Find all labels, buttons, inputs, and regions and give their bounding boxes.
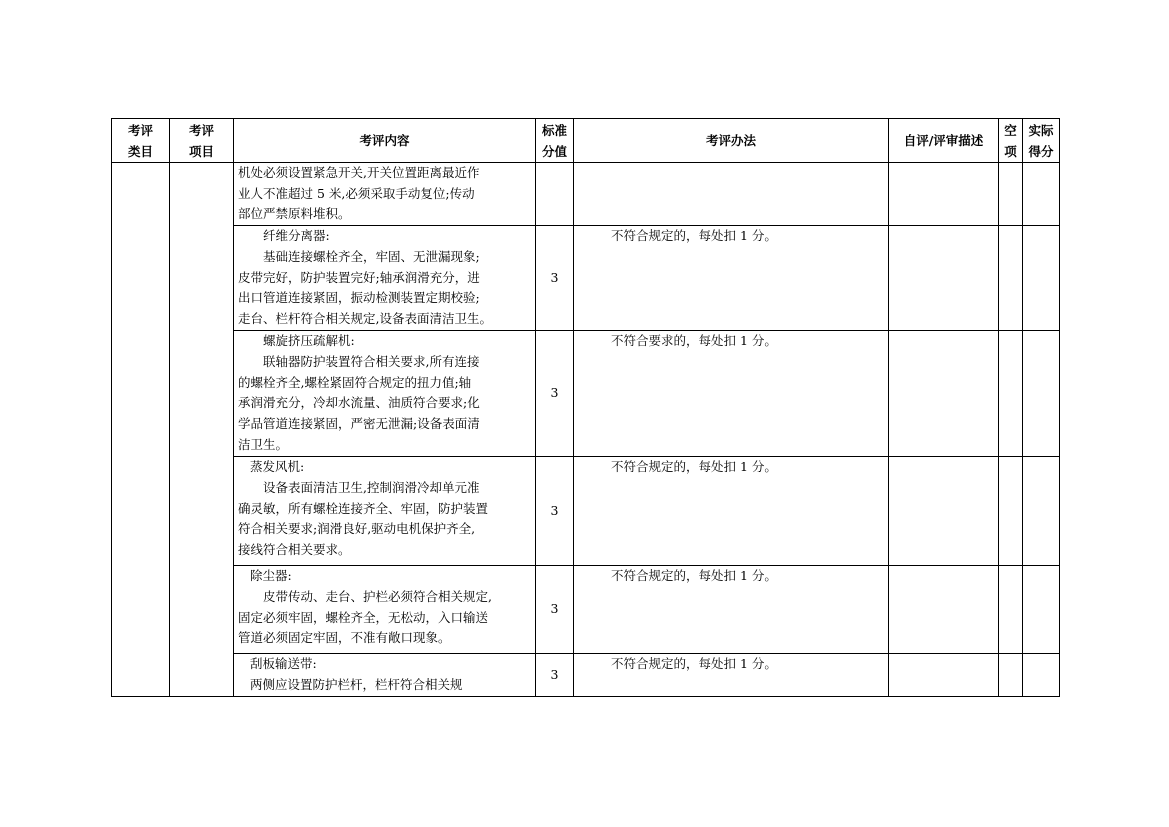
table-header-row bbox=[112, 119, 1060, 163]
actual-score-cell bbox=[1023, 566, 1060, 654]
header-actual-score: 实际 得分 bbox=[1023, 119, 1060, 163]
content-line: 确灵敏，所有螺栓连接齐全、牢固，防护装置 bbox=[238, 500, 489, 516]
method-cell bbox=[574, 163, 889, 226]
self-eval-cell bbox=[889, 654, 999, 697]
header-content: 考评内容 bbox=[234, 119, 536, 163]
header-item: 考评 项目 bbox=[170, 119, 234, 163]
empty-cell bbox=[999, 457, 1023, 566]
method-cell: 不符合规定的，每处扣 1 分。 bbox=[574, 226, 889, 331]
content-line: 两侧应设置防护栏杆，栏杆符合相关规 bbox=[250, 676, 463, 692]
header-self-eval: 自评/评审描述 bbox=[889, 119, 999, 163]
content-cell bbox=[234, 457, 536, 566]
actual-score-cell bbox=[1023, 331, 1060, 457]
table-row bbox=[112, 163, 1060, 226]
empty-cell bbox=[999, 331, 1023, 457]
content-line: 管道必须固定牢固，不准有敞口现象。 bbox=[238, 630, 451, 646]
content-line: 部位严禁原料堆积。 bbox=[238, 206, 351, 222]
item-cell bbox=[170, 163, 234, 697]
empty-cell bbox=[999, 163, 1023, 226]
actual-score-cell bbox=[1023, 163, 1060, 226]
header-method: 考评办法 bbox=[574, 119, 889, 163]
content-cell bbox=[234, 331, 536, 457]
content-heading: 刮板输送带: bbox=[250, 656, 317, 672]
content-cell bbox=[234, 566, 536, 654]
content-line: 走台、栏杆符合相关规定,设备表面清洁卫生。 bbox=[238, 310, 492, 326]
content-cell bbox=[234, 163, 536, 226]
method-cell: 不符合规定的，每处扣 1 分。 bbox=[574, 566, 889, 654]
content-line: 皮带传动、走台、护栏必须符合相关规定, bbox=[263, 588, 492, 604]
content-heading: 螺旋挤压疏解机: bbox=[263, 333, 355, 349]
table-row bbox=[112, 457, 1060, 566]
method-cell: 不符合规定的，每处扣 1 分。 bbox=[574, 457, 889, 566]
content-line: 联轴器防护装置符合相关要求,所有连接 bbox=[263, 353, 480, 369]
header-score: 标准 分值 bbox=[536, 119, 574, 163]
method-cell: 不符合要求的，每处扣 1 分。 bbox=[574, 331, 889, 457]
empty-cell bbox=[999, 226, 1023, 331]
method-cell: 不符合规定的，每处扣 1 分。 bbox=[574, 654, 889, 697]
score-cell: 3 bbox=[536, 654, 574, 697]
empty-cell bbox=[999, 566, 1023, 654]
content-line: 承润滑充分，冷却水流量、油质符合要求;化 bbox=[238, 395, 480, 411]
content-line: 皮带完好，防护装置完好;轴承润滑充分，进 bbox=[238, 269, 480, 285]
content-heading: 除尘器: bbox=[250, 568, 292, 584]
self-eval-cell bbox=[889, 226, 999, 331]
self-eval-cell bbox=[889, 331, 999, 457]
content-heading: 纤维分离器: bbox=[263, 228, 330, 244]
self-eval-cell bbox=[889, 163, 999, 226]
self-eval-cell bbox=[889, 457, 999, 566]
content-line: 接线符合相关要求。 bbox=[238, 541, 351, 557]
score-cell: 3 bbox=[536, 566, 574, 654]
content-line: 的螺栓齐全,螺栓紧固符合规定的扭力值;轴 bbox=[238, 374, 472, 390]
header-category: 考评 类目 bbox=[112, 119, 170, 163]
content-line: 业人不准超过 5 米,必须采取手动复位;传动 bbox=[238, 185, 475, 201]
self-eval-cell bbox=[889, 566, 999, 654]
content-line: 基础连接螺栓齐全，牢固、无泄漏现象; bbox=[263, 248, 480, 264]
score-cell: 3 bbox=[536, 457, 574, 566]
evaluation-table bbox=[111, 118, 1060, 697]
actual-score-cell bbox=[1023, 226, 1060, 331]
actual-score-cell bbox=[1023, 654, 1060, 697]
score-cell: 3 bbox=[536, 226, 574, 331]
score-cell: 3 bbox=[536, 331, 574, 457]
content-line: 出口管道连接紧固，振动检测装置定期校验; bbox=[238, 290, 480, 306]
content-line: 机处必须设置紧急开关,开关位置距离最近作 bbox=[238, 165, 480, 180]
table-row bbox=[112, 566, 1060, 654]
score-cell bbox=[536, 163, 574, 226]
header-empty: 空 项 bbox=[999, 119, 1023, 163]
content-cell bbox=[234, 654, 536, 697]
content-cell bbox=[234, 226, 536, 331]
content-line: 符合相关要求;润滑良好,驱动电机保护齐全, bbox=[238, 521, 476, 537]
content-line: 设备表面清洁卫生,控制润滑冷却单元准 bbox=[263, 479, 480, 495]
content-heading: 蒸发风机: bbox=[250, 459, 305, 475]
table-row bbox=[112, 654, 1060, 697]
content-line: 学品管道连接紧固，严密无泄漏;设备表面清 bbox=[238, 415, 480, 431]
table-row bbox=[112, 226, 1060, 331]
empty-cell bbox=[999, 654, 1023, 697]
category-cell bbox=[112, 163, 170, 697]
content-line: 洁卫生。 bbox=[238, 436, 289, 452]
table-row bbox=[112, 331, 1060, 457]
actual-score-cell bbox=[1023, 457, 1060, 566]
content-line: 固定必须牢固，螺栓齐全，无松动，入口输送 bbox=[238, 609, 489, 625]
